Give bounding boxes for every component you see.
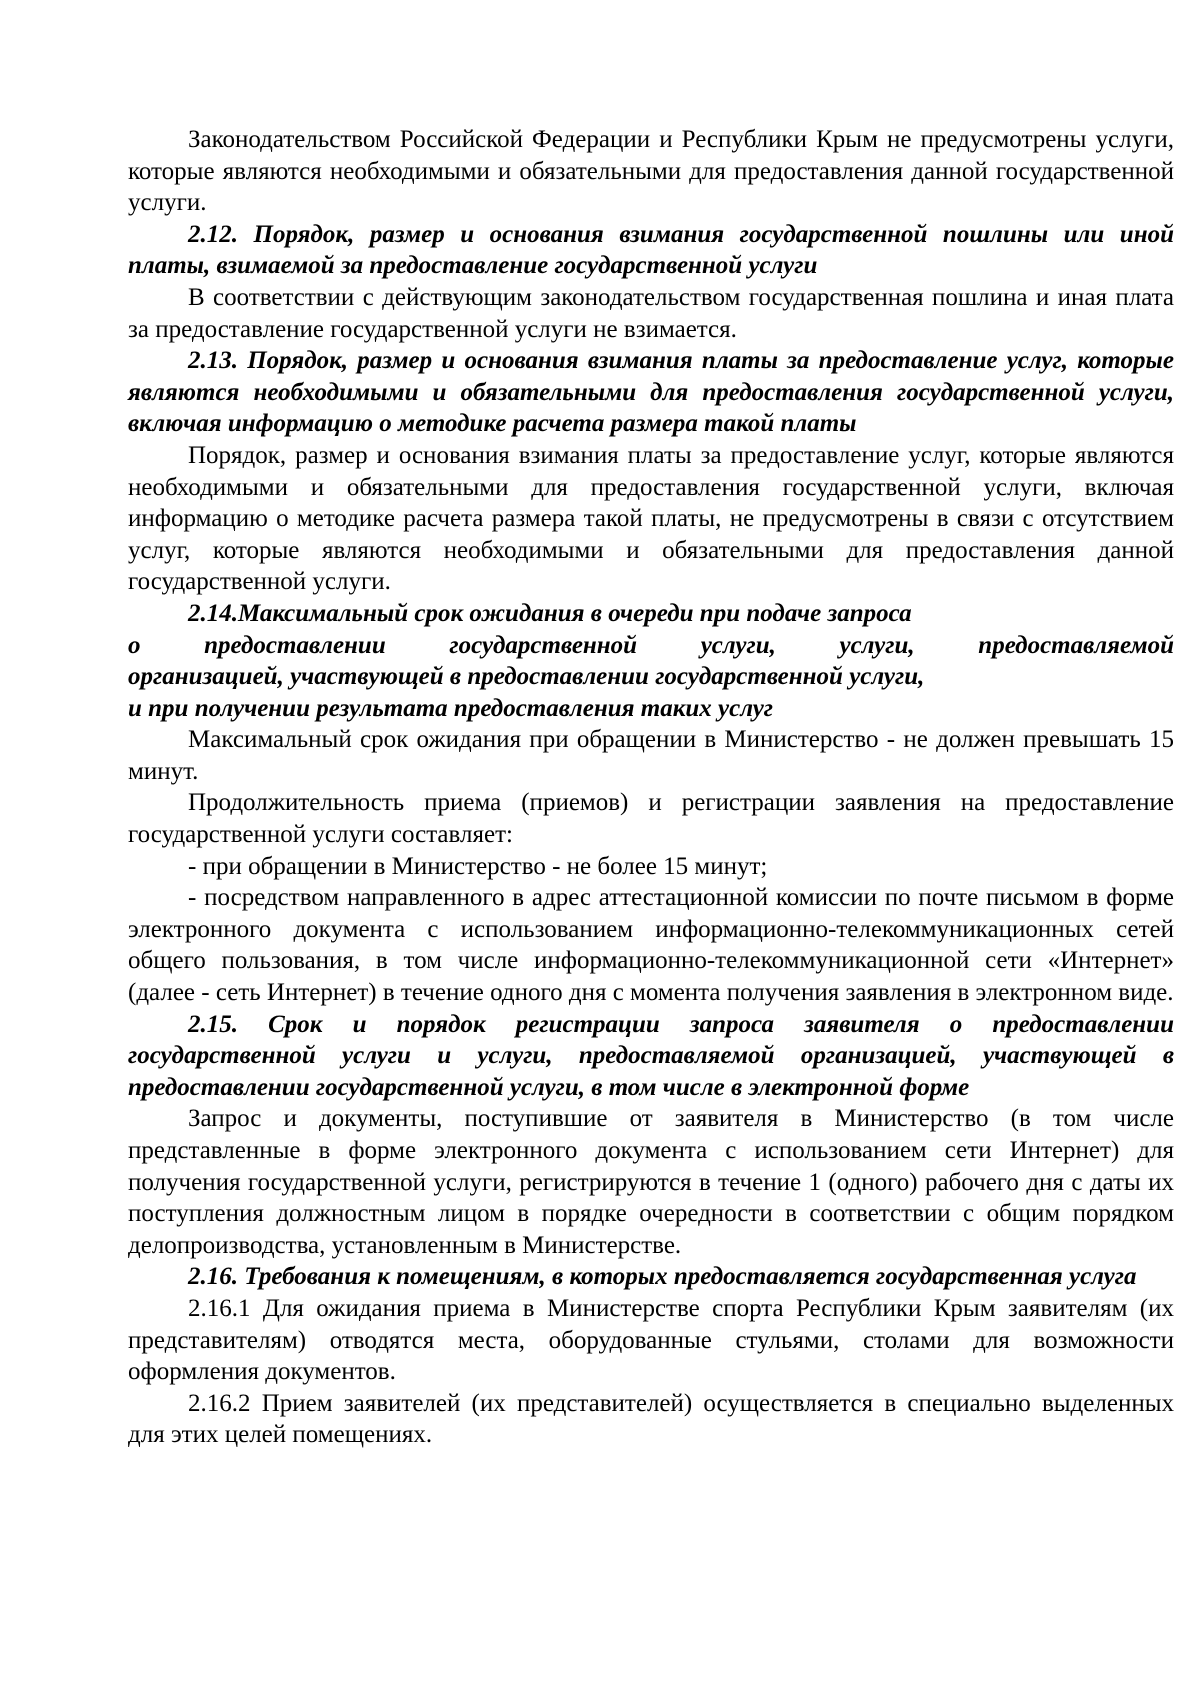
intro-paragraph: Законодательством Российской Федерации и Республики Крым не предусмотрены услуги, которые являются необходимыми и обязательными для предоставления данной государственной услуги.	[128, 126, 1174, 217]
section-2-13-heading: 2.13. Порядок, размер и основания взимания платы за предоставление услуг, которые являются необходимыми и обязательными для предоставления государственной услуги, включая информацию о методике расчета размера такой платы	[128, 347, 1174, 438]
section-2-13-text: Порядок, размер и основания взимания платы за предоставление услуг, которые являются необходимыми и обязательными для предоставления государственной услуги, включая информацию о методике расчета размера такой платы, не предусмотрены в связи с отсутствием услуг, которые являются необходимыми и обязательными для предоставления данной государственной услуги.	[128, 441, 1174, 596]
section-2-14-heading-line-2: о предоставлении государственной услуги, услуги, предоставляемой	[128, 631, 1174, 659]
section-2-12-heading: 2.12. Порядок, размер и основания взимания государственной пошлины или иной платы, взимаемой за предоставление государственной услуги	[128, 220, 1174, 280]
section-2-15-heading: 2.15. Срок и порядок регистрации запроса заявителя о предоставлении государственной услуги и услуги, предоставляемой организацией, участвующей в предоставлении государственной услуги, в том числе в электронной форме	[128, 1010, 1174, 1101]
section-2-14-paragraph-1: Максимальный срок ожидания при обращении в Министерство - не должен превышать 15 минут.	[128, 726, 1174, 785]
section-2-14-paragraph-2: Продолжительность приема (приемов) и регистрации заявления на предоставление государственной услуги составляет:	[128, 789, 1174, 849]
section-2-16-paragraph-1: 2.16.1 Для ожидания приема в Министерстве спорта Республики Крым заявителям (их представителям) отводятся места, оборудованные стульями, столами для возможности оформления документов.	[128, 1294, 1174, 1386]
section-2-14-heading-line-1: 2.14.Максимальный срок ожидания в очереди при подаче запроса	[188, 599, 912, 627]
section-2-16-paragraph-2: 2.16.2 Прием заявителей (их представителей) осуществляется в специально выделенных для этих целей помещениях.	[128, 1389, 1174, 1449]
section-2-12-text: В соответствии с действующим законодательством государственная пошлина и иная плата за предоставление государственной услуги не взимается.	[128, 283, 1174, 343]
section-2-15-text: Запрос и документы, поступившие от заявителя в Министерство (в том числе представленные в форме электронного документа с использованием сети Интернет) для получения государственной услуги, регистрируются в течение 1 (одного) рабочего дня с даты их поступления должностным лицом в порядке очередности в соответствии с общим порядком делопроизводства, установленным в Министерстве.	[128, 1105, 1174, 1259]
section-2-14-heading-line-3: организацией, участвующей в предоставлении государственной услуги,	[128, 663, 925, 691]
document-body	[128, 124, 1174, 1451]
section-2-14-heading-line-4: и при получении результата предоставления таких услуг	[128, 694, 774, 722]
section-2-14-paragraph-4: - посредством направленного в адрес аттестационной комиссии по почте письмом в форме электронного документа с использованием информационно-телекоммуникационных сетей общего пользования, в том числе информационно-телекоммуникационной сети «Интернет» (далее - сеть Интернет) в течение одного дня с момента получения заявления в электронном виде.	[128, 884, 1174, 1007]
section-2-14-heading	[128, 598, 1174, 724]
section-2-14-paragraph-3: - при обращении в Министерство - не более 15 минут;	[188, 852, 768, 880]
section-2-16-heading: 2.16. Требования к помещениям, в которых предоставляется государственная услуга	[188, 1263, 1137, 1291]
